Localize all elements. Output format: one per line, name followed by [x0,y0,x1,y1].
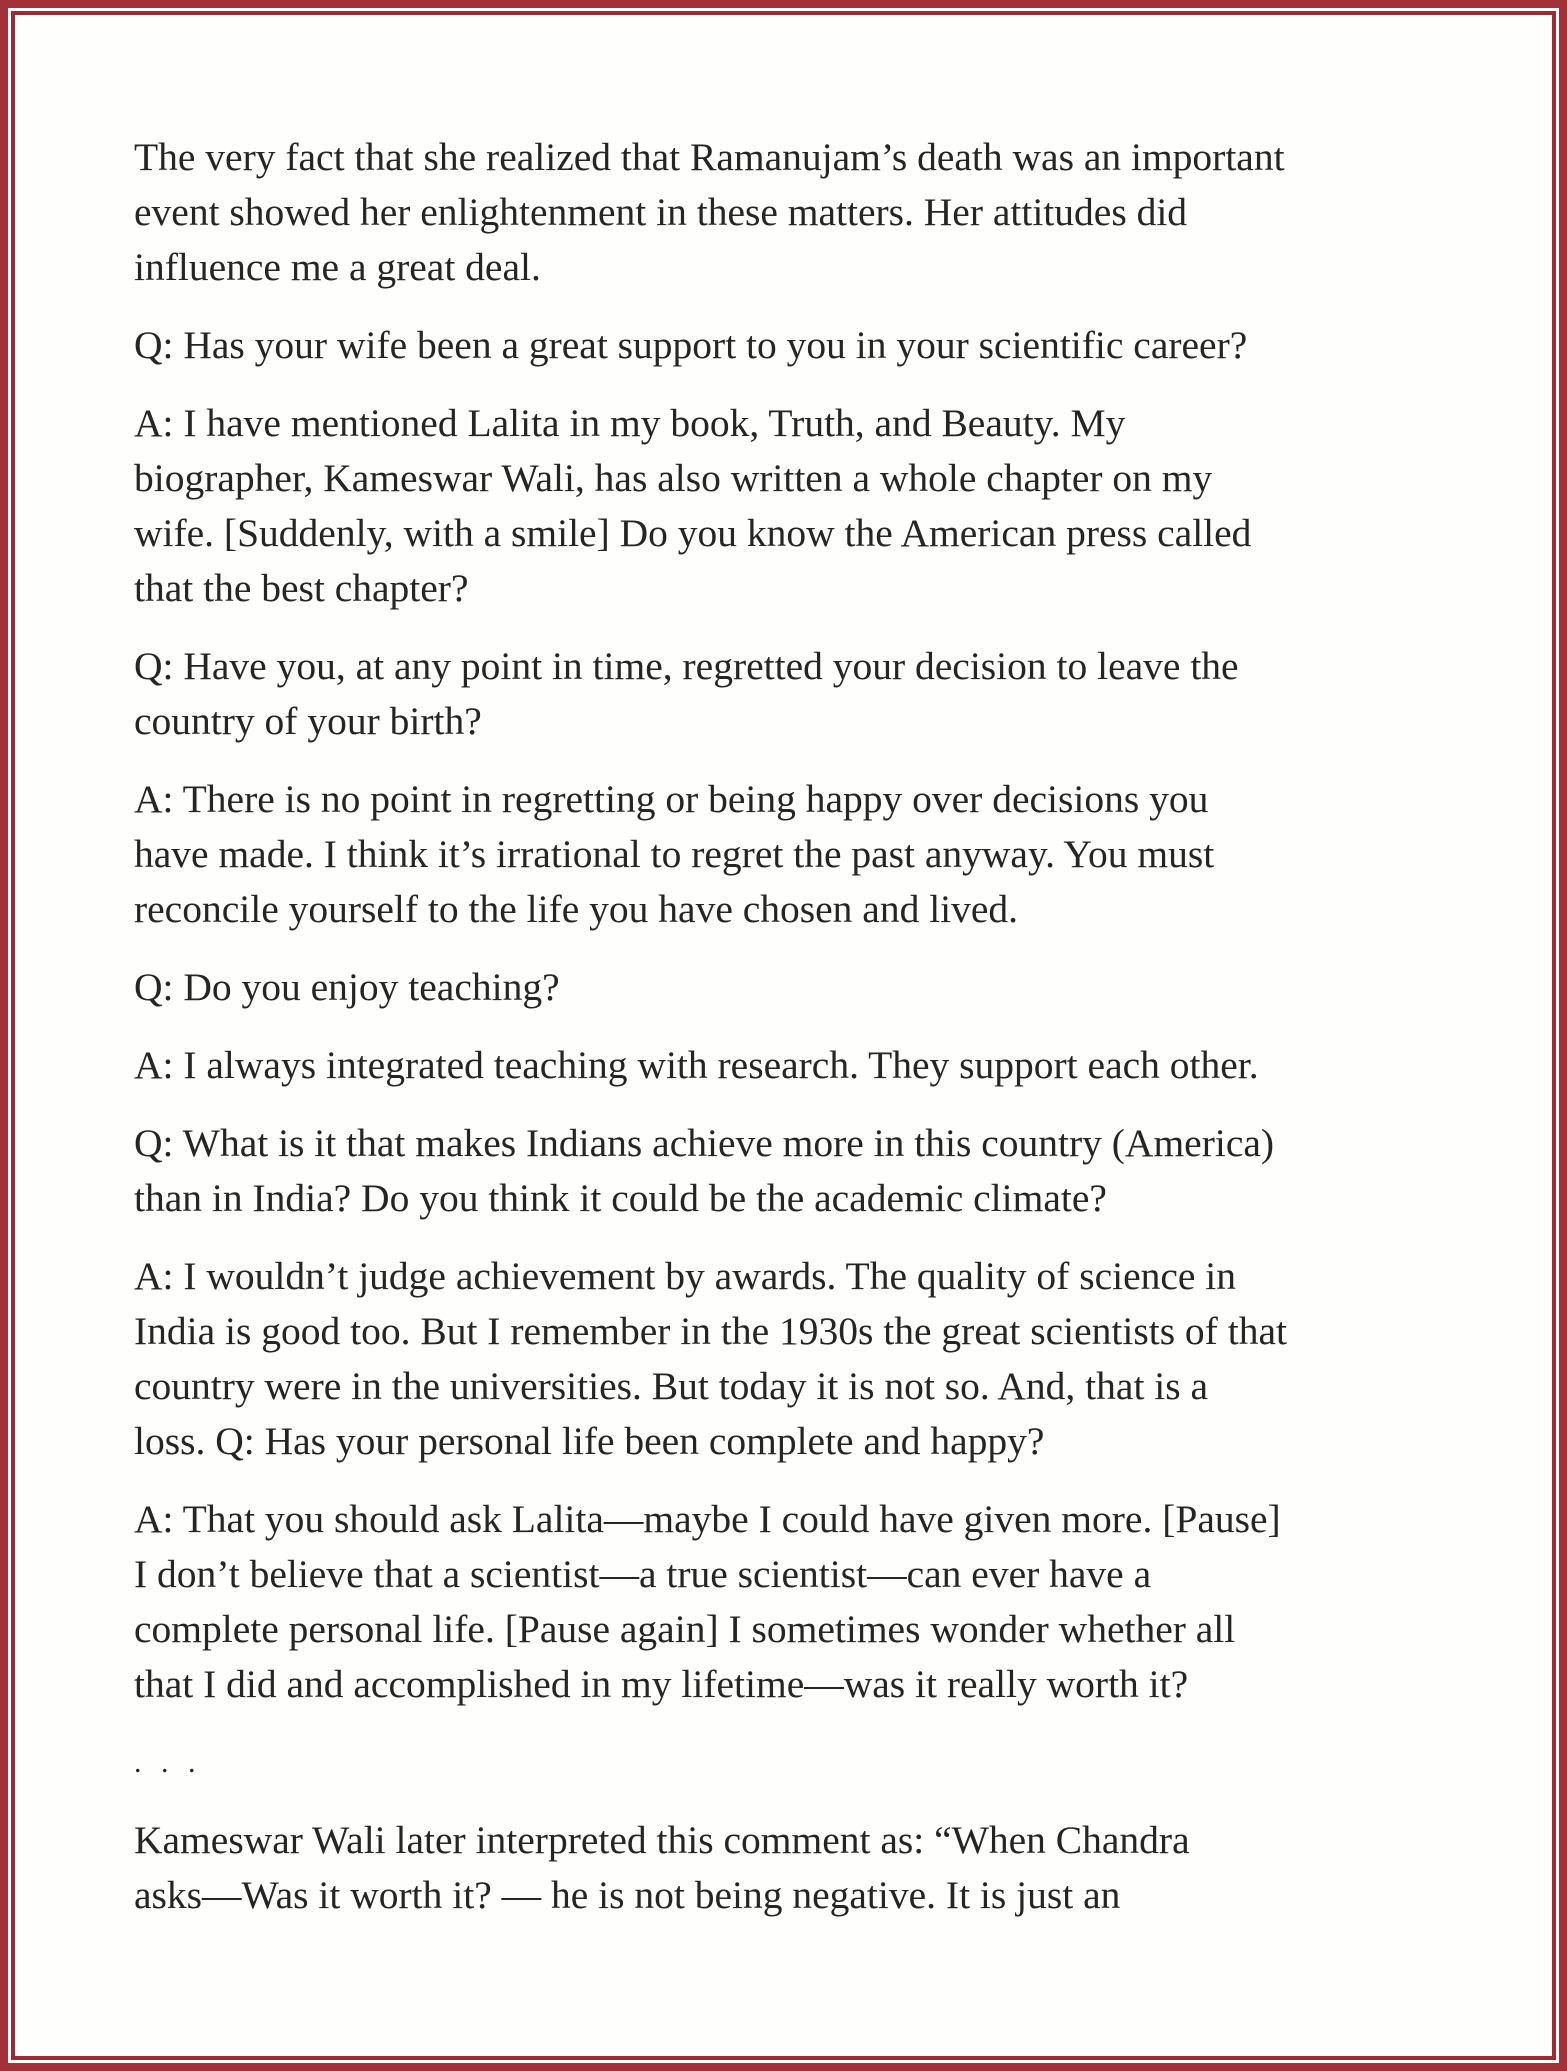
answer-paragraph [134,1038,1444,1093]
text-line: Q: What is it that makes Indians achieve more in this country (America) [134,1121,1275,1165]
text-line: event showed her enlightenment in these matters. Her attitudes did [134,190,1188,234]
text-line: A: I have mentioned Lalita in my book, Truth, and Beauty. My [134,401,1126,445]
text-line: reconcile yourself to the life you have chosen and lived. [134,887,1019,931]
text-line: Q: Do you enjoy teaching? [134,965,560,1009]
text-line: A: I always integrated teaching with research. They support each other. [134,1043,1259,1087]
text-line: that the best chapter? [134,566,469,610]
text-line: The very fact that she realized that Ramanujam’s death was an important [134,135,1285,179]
answer-paragraph [134,1492,1444,1712]
text-line: Q: Have you, at any point in time, regretted your decision to leave the [134,644,1239,688]
question-paragraph [134,318,1444,373]
answer-paragraph [134,396,1444,616]
text-line: A: That you should ask Lalita—maybe I could have given more. [Pause] [134,1497,1281,1541]
question-paragraph [134,1116,1444,1226]
text-line: that I did and accomplished in my lifetime—was it really worth it? [134,1662,1189,1706]
text-line: Kameswar Wali later interpreted this comment as: “When Chandra [134,1818,1190,1862]
ellipsis-separator: . . . [134,1746,202,1779]
text-line: biographer, Kameswar Wali, has also written a whole chapter on my [134,456,1213,500]
text-line: loss. Q: Has your personal life been complete and happy? [134,1419,1045,1463]
text-line: A: I wouldn’t judge achievement by awards. The quality of science in [134,1254,1237,1298]
question-paragraph [134,639,1444,749]
answer-paragraph [134,1249,1444,1469]
closing-paragraph [134,1813,1444,1923]
text-line: A: There is no point in regretting or being happy over decisions you [134,777,1209,821]
answer-paragraph [134,772,1444,937]
text-line: have made. I think it’s irrational to regret the past anyway. You must [134,832,1215,876]
text-line: India is good too. But I remember in the 1930s the great scientists of that [134,1309,1287,1353]
text-line: complete personal life. [Pause again] I sometimes wonder whether all [134,1607,1236,1651]
text-line: country of your birth? [134,699,482,743]
document-body [134,130,1444,1946]
text-line: asks—Was it worth it? — he is not being negative. It is just an [134,1873,1121,1917]
text-line: I don’t believe that a scientist—a true scientist—can ever have a [134,1552,1152,1596]
text-line: than in India? Do you think it could be the academic climate? [134,1176,1107,1220]
text-line: influence me a great deal. [134,245,541,289]
question-paragraph [134,960,1444,1015]
text-line: wife. [Suddenly, with a smile] Do you know the American press called [134,511,1252,555]
text-line: Q: Has your wife been a great support to you in your scientific career? [134,323,1248,367]
narrative-paragraph [134,130,1444,295]
text-line: country were in the universities. But today it is not so. And, that is a [134,1364,1209,1408]
